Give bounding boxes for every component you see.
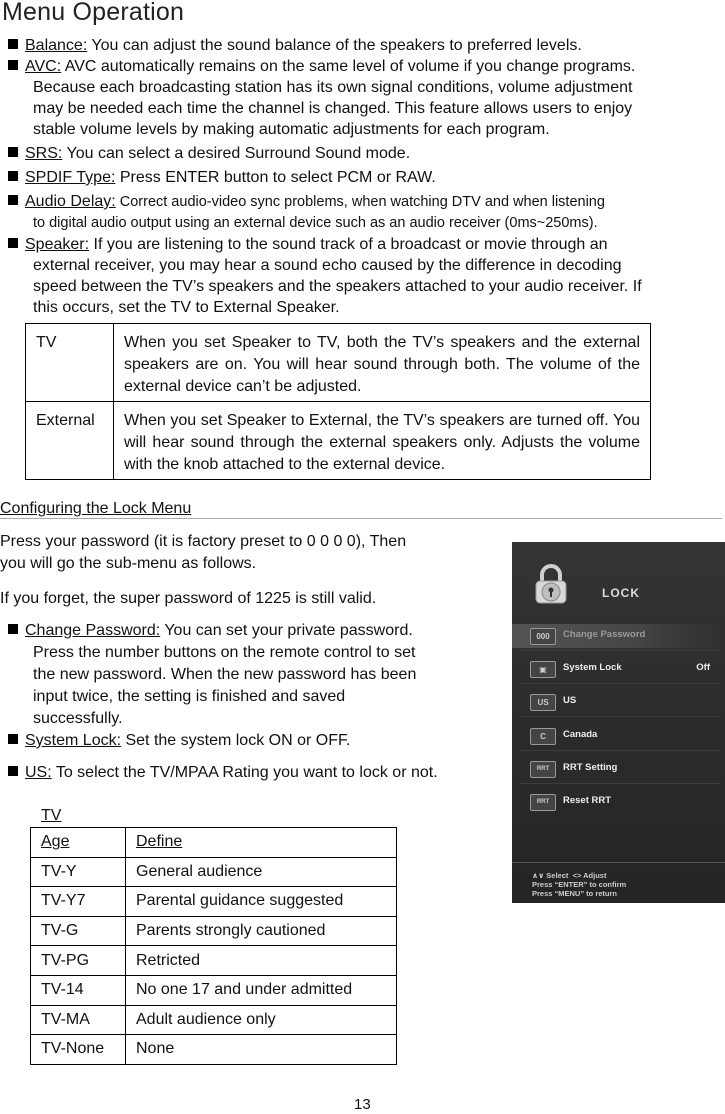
bullet-term: Audio Delay:: [25, 193, 116, 210]
super-password-code: 1225: [255, 590, 291, 607]
table-row: [31, 946, 397, 976]
bullet-text: If you are listening to the sound track of a broadcast or movie through an: [89, 236, 608, 253]
lock-menu-item-label: System Lock: [563, 662, 622, 673]
lock-menu-item-label: RRT Setting: [563, 762, 618, 773]
bullet-avc: [8, 56, 635, 140]
paragraph-line: Press your password (it is factory preset to 0 0 0 0), Then: [0, 533, 407, 550]
speaker-desc-cell: When you set Speaker to External, the TV’s speakers are turned off. You will hear sound through the external speakers only. Adjusts the volume with the knob attached to the external device.: [114, 402, 651, 480]
rating-define-cell: No one 17 and under admitted: [126, 975, 397, 1005]
table-row: [31, 1035, 397, 1065]
paragraph-line: you will go the sub-menu as follows.: [0, 555, 257, 572]
bullet-square: [8, 238, 18, 248]
menu-divider: [520, 683, 720, 684]
speaker-table: [25, 323, 651, 480]
section-divider: [0, 518, 722, 519]
bullet-term: SRS:: [25, 145, 63, 162]
rating-define-cell: None: [126, 1035, 397, 1065]
table-row: [26, 402, 651, 480]
rating-age-cell: TV-Y: [31, 857, 126, 887]
bullet-change-password: [8, 620, 416, 730]
rating-define-cell: Adult audience only: [126, 1005, 397, 1035]
lock-menu-item-system-lock[interactable]: [512, 657, 725, 681]
page-number: 13: [354, 1096, 371, 1113]
bullet-term: US:: [25, 764, 52, 781]
table-row: [31, 1005, 397, 1035]
bullet-text: You can select a desired Surround Sound mode.: [62, 145, 411, 162]
bullet-square: [8, 195, 18, 205]
lock-menu-item-label: Change Password: [563, 629, 646, 640]
lock-menu-item-label: Reset RRT: [563, 795, 612, 806]
password-paragraph: [0, 531, 406, 575]
bullet-text: Set the system lock ON or OFF.: [121, 732, 351, 749]
bullet-continuation: the new password. When the new password has been: [33, 666, 417, 683]
header-cell: Age: [31, 828, 126, 858]
speaker-mode-cell: External: [26, 402, 114, 480]
bullet-term: System Lock:: [25, 732, 122, 749]
table-row: [26, 324, 651, 402]
paragraph-text: is still valid.: [290, 590, 377, 607]
canada-icon: C: [530, 728, 556, 745]
rating-age-cell: TV-None: [31, 1035, 126, 1065]
bullet-square: [8, 734, 18, 744]
rating-age-cell: TV-PG: [31, 946, 126, 976]
table-row: [31, 887, 397, 917]
table-row: [31, 916, 397, 946]
padlock-icon: [532, 562, 570, 606]
bullet-balance: [8, 35, 582, 56]
bullet-text: Correct audio-video sync problems, when watching DTV and when listening: [115, 194, 605, 210]
up-down-arrows-icon: ∧∨: [532, 871, 545, 880]
bullet-term: Balance:: [25, 37, 88, 54]
footer-adjust-label: Adjust: [583, 871, 607, 880]
bullet-text: To select the TV/MPAA Rating you want to lock or not.: [51, 764, 438, 781]
footer-divider: [512, 862, 725, 863]
bullet-text: AVC automatically remains on the same level of volume if you change programs.: [61, 58, 636, 75]
lock-menu-screenshot: [512, 542, 725, 903]
lock-menu-footer: [532, 871, 626, 898]
bullet-continuation: external receiver, you may hear a sound echo caused by the difference in decoding: [33, 257, 622, 274]
bullet-square: [8, 766, 18, 776]
left-right-arrows-icon: <>: [572, 871, 582, 880]
menu-divider: [520, 650, 720, 651]
bullet-square: [8, 39, 18, 49]
table-header-row: [31, 828, 397, 858]
password-icon: 000: [530, 628, 556, 645]
bullet-continuation: may be needed each time the channel is changed. This feature allows users to enjoy: [33, 100, 633, 117]
bullet-square: [8, 60, 18, 70]
bullet-continuation: Press the number buttons on the remote control to set: [33, 644, 416, 661]
bullet-term: Speaker:: [25, 236, 90, 253]
bullet-continuation: stable volume levels by making automatic adjustments for each program.: [33, 121, 550, 138]
bullet-text: You can adjust the sound balance of the speakers to preferred levels.: [87, 37, 582, 54]
bullet-system-lock: [8, 730, 350, 752]
us-icon: US: [530, 694, 556, 711]
bullet-continuation: Because each broadcasting station has its own signal conditions, volume adjustment: [33, 79, 633, 96]
rating-caption: TV: [41, 807, 62, 824]
bullet-speaker: [8, 234, 642, 318]
menu-divider: [520, 783, 720, 784]
bullet-continuation: speed between the TV’s speakers and the speakers attached to your audio receiver. If: [33, 278, 642, 295]
footer-return-hint: Press “MENU” to return: [532, 889, 618, 898]
lock-menu-item-label: Canada: [563, 729, 598, 740]
menu-divider: [520, 750, 720, 751]
lock-menu-item-canada[interactable]: [512, 724, 725, 748]
rrt-icon: RRT: [530, 761, 556, 778]
bullet-spdif: [8, 167, 436, 188]
super-password-line: [0, 588, 376, 610]
bullet-audio-delay: [8, 191, 605, 234]
lock-menu-item-change-password[interactable]: [512, 624, 725, 648]
bullet-text: You can set your private password.: [160, 622, 413, 639]
bullet-continuation: to digital audio output using an external device such as an audio receiver (0ms~250ms).: [33, 215, 598, 231]
bullet-square: [8, 171, 18, 181]
menu-divider: [520, 716, 720, 717]
lock-icon: ▣: [530, 661, 556, 678]
rating-age-cell: TV-MA: [31, 1005, 126, 1035]
table-row: [31, 975, 397, 1005]
bullet-srs: [8, 143, 410, 164]
lock-menu-item-us[interactable]: [512, 690, 725, 714]
table-row: [31, 857, 397, 887]
footer-confirm-hint: Press “ENTER” to confirm: [532, 880, 627, 889]
bullet-term: Change Password:: [25, 622, 161, 639]
bullet-us: [8, 762, 438, 784]
rrt-icon: RRT: [530, 794, 556, 811]
bullet-term: AVC:: [25, 58, 62, 75]
bullet-square: [8, 624, 18, 634]
rating-define-cell: Retricted: [126, 946, 397, 976]
speaker-desc-cell: When you set Speaker to TV, both the TV’s speakers and the external speakers are on. You will hear sound through both. The volume of the external device can’t be adjusted.: [114, 324, 651, 402]
bullet-square: [8, 147, 18, 157]
rating-age-cell: TV-Y7: [31, 887, 126, 917]
header-cell: Define: [126, 828, 397, 858]
section-heading: Configuring the Lock Menu: [0, 500, 192, 517]
rating-age-cell: TV-14: [31, 975, 126, 1005]
bullet-continuation: this occurs, set the TV to External Speaker.: [33, 299, 340, 316]
lock-menu-item-label: US: [563, 695, 577, 706]
lock-menu-title: LOCK: [602, 586, 640, 600]
bullet-text: Press ENTER button to select PCM or RAW.: [115, 169, 436, 186]
bullet-continuation: input twice, the setting is finished and saved: [33, 688, 346, 705]
tv-rating-table: [30, 827, 397, 1065]
lock-menu-item-reset-rrt[interactable]: [512, 790, 725, 814]
page-title: Menu Operation: [2, 0, 185, 26]
rating-age-cell: TV-G: [31, 916, 126, 946]
paragraph-text: If you forget, the super password of: [0, 590, 256, 607]
rating-define-cell: Parental guidance suggested: [126, 887, 397, 917]
bullet-continuation: successfully.: [33, 710, 123, 727]
bullet-term: SPDIF Type:: [25, 169, 116, 186]
lock-menu-item-value: Off: [696, 662, 710, 673]
lock-menu-item-rrt-setting[interactable]: [512, 757, 725, 781]
speaker-mode-cell: TV: [26, 324, 114, 402]
rating-define-cell: General audience: [126, 857, 397, 887]
footer-select-label: Select: [546, 871, 569, 880]
rating-define-cell: Parents strongly cautioned: [126, 916, 397, 946]
